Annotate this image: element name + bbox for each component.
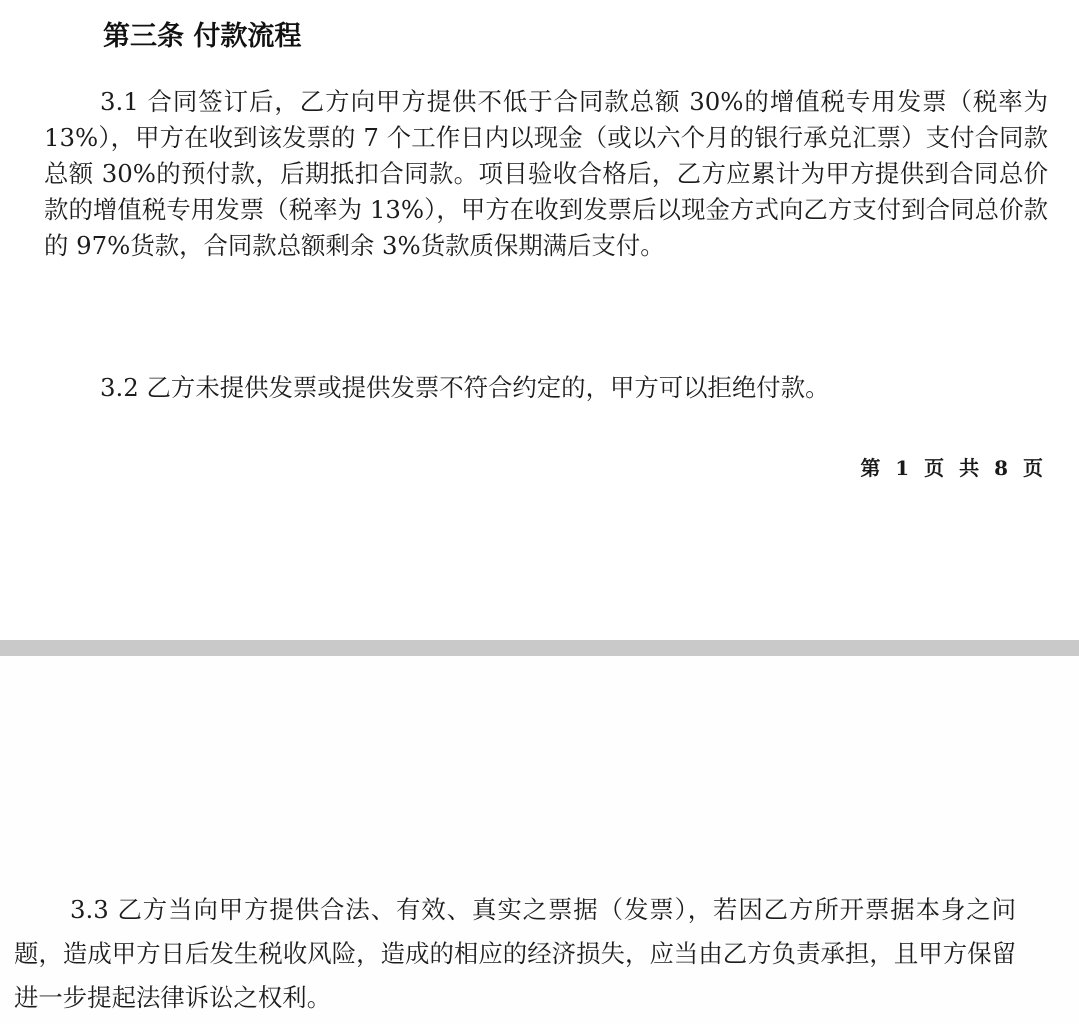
clause-3-2: 3.2 乙方未提供发票或提供发票不符合约定的，甲方可以拒绝付款。 — [100, 373, 830, 402]
page-number: 第 1 页 共 8 页 — [860, 456, 1047, 480]
clause-3-3: 3.3 乙方当向甲方提供合法、有效、真实之票据（发票），若因乙方所开票据本身之问题，造成甲方日后发生税收风险，造成的相应的经济损失，应当由乙方负责承担，且甲方保留进一步提起法律诉讼之权利。 — [14, 895, 1016, 1012]
section-heading: 第三条 付款流程 — [103, 21, 302, 52]
clause-3-1: 3.1 合同签订后，乙方向甲方提供不低于合同款总额 30%的增值税专用发票（税率为 13%），甲方在收到该发票的 7 个工作日内以现金（或以六个月的银行承兑汇票）支付合同款总额 30%的预付款，后期抵扣合同款。项目验收合格后，乙方应累计为甲方提供到合同总价款的增值税专用发票（税率为 13%），甲方在收到发票后以现金方式向乙方支付到合同总价款的 97%货款，合同款总额剩余 3%货款质保期满后支付。 — [44, 87, 1048, 260]
page-divider — [0, 640, 1079, 656]
document-page-2 — [0, 656, 1079, 1024]
